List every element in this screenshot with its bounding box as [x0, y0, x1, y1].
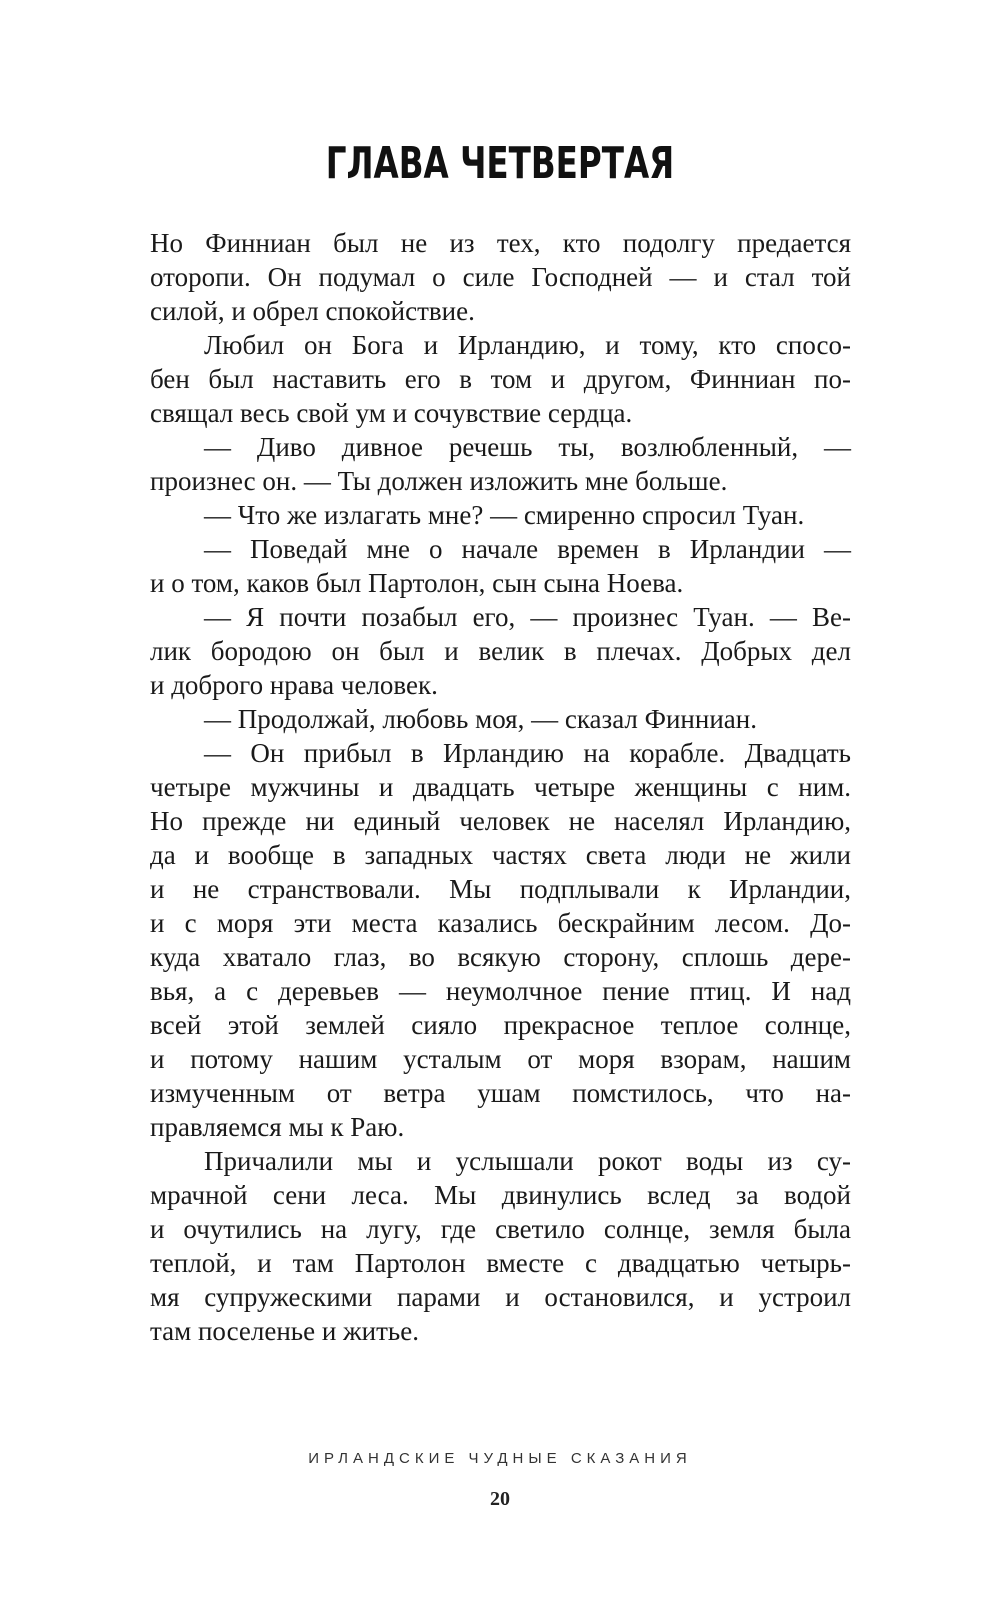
body-text	[150, 226, 851, 1348]
text-line: и не странствовали. Мы подплывали к Ирландии,	[150, 874, 851, 904]
text-line: там поселенье и житье.	[150, 1316, 419, 1346]
text-line: свящал весь свой ум и сочувствие сердца.	[150, 398, 633, 428]
text-line: — Я почти позабыл его, — произнес Туан. — Ве-	[204, 602, 851, 632]
text-line: — Он прибыл в Ирландию на корабле. Двадцать	[204, 738, 851, 768]
text-line: да и вообще в западных частях света люди не жили	[150, 840, 851, 870]
text-line: — Что же излагать мне? — смиренно спросил Туан.	[204, 500, 805, 530]
text-line: куда хватало глаз, во всякую сторону, сплошь дере-	[150, 942, 851, 972]
text-line: мрачной сени леса. Мы двинулись вслед за водой	[150, 1180, 851, 1210]
text-line: оторопи. Он подумал о силе Господней — и стал той	[150, 262, 851, 292]
text-line: — Продолжай, любовь моя, — сказал Финниан.	[204, 704, 757, 734]
text-line: и потому нашим усталым от моря взорам, нашим	[150, 1044, 851, 1074]
text-line: измученным от ветра ушам помстилось, что на-	[150, 1078, 851, 1108]
text-line: и доброго нрава человек.	[150, 670, 438, 700]
text-line: всей этой землей сияло прекрасное теплое солнце,	[150, 1010, 851, 1040]
text-line: — Поведай мне о начале времен в Ирландии —	[204, 534, 851, 564]
text-line: произнес он. — Ты должен изложить мне больше.	[150, 466, 728, 496]
text-line: правляемся мы к Раю.	[150, 1112, 405, 1142]
text-line: силой, и обрел спокойствие.	[150, 296, 475, 326]
text-line: мя супружескими парами и остановился, и устроил	[150, 1282, 851, 1312]
text-line: и с моря эти места казались бескрайним лесом. До-	[150, 908, 851, 938]
text-line: четыре мужчины и двадцать четыре женщины с ним.	[150, 772, 851, 802]
text-line: теплой, и там Партолон вместе с двадцатью четырь-	[150, 1248, 851, 1278]
text-line: лик бородою он был и велик в плечах. Добрых дел	[150, 636, 851, 666]
text-line: Но прежде ни единый человек не населял Ирландию,	[150, 806, 851, 836]
text-line: вья, а с деревьев — неумолчное пение птиц. И над	[150, 976, 851, 1006]
page-number: 20	[490, 1488, 510, 1510]
text-line: и о том, каков был Партолон, сын сына Ноева.	[150, 568, 684, 598]
text-line: Любил он Бога и Ирландию, и тому, кто спосо-	[204, 330, 851, 360]
chapter-title: ГЛАВА ЧЕТВЕРТАЯ	[325, 138, 675, 189]
text-line: бен был наставить его в том и другом, Финниан по-	[150, 364, 851, 394]
text-line: Но Финниан был не из тех, кто подолгу предается	[150, 228, 851, 258]
text-line: — Диво дивное речешь ты, возлюбленный, —	[204, 432, 851, 462]
running-title: ИРЛАНДСКИЕ ЧУДНЫЕ СКАЗАНИЯ	[308, 1450, 692, 1467]
text-line: Причалили мы и услышали рокот воды из су-	[204, 1146, 851, 1176]
text-line: и очутились на лугу, где светило солнце, земля была	[150, 1214, 851, 1244]
